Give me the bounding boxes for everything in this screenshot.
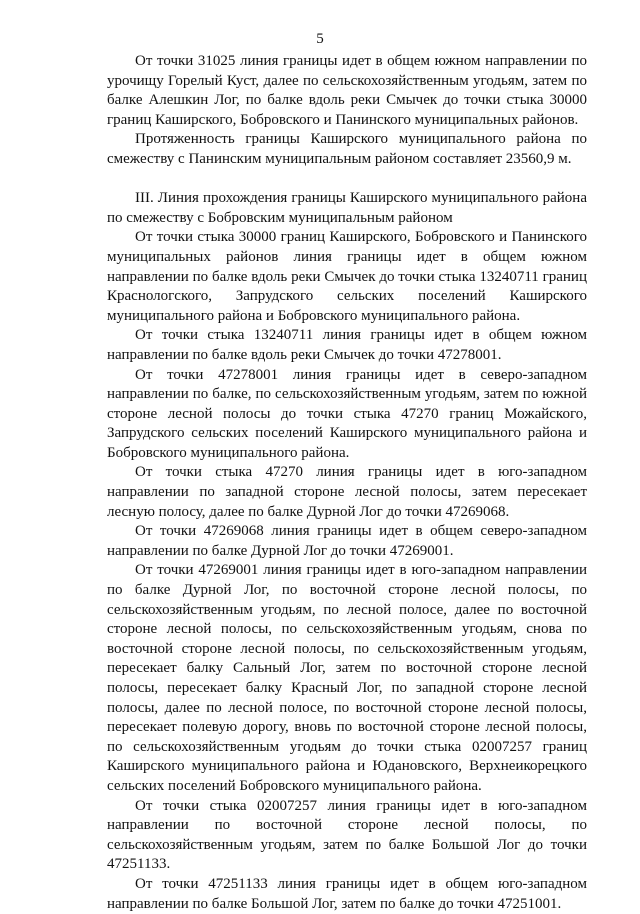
paragraph-point-47270: От точки стыка 47270 линия границы идет в юго-западном направлении по западной стороне лесной полосы, затем пересекает лесную полосу, далее по балке Дурной Лог до точки 47269068. [107, 464, 587, 520]
paragraph-point-47278001: От точки 47278001 линия границы идет в северо-западном направлении по балке, по сельскохозяйственным угодьям, затем по южной стороне лесной полосы до точки стыка 47270 границ Можайского, Запрудского сельских поселений Каширского муниципального района и Бобровского муниципального района. [107, 366, 587, 461]
paragraph-spacer [107, 170, 587, 190]
section-heading-bobrov: III. Линия прохождения границы Каширского муниципального района по смежеству с Бобровским муниципальным районом [107, 190, 587, 226]
page-number: 5 [316, 31, 324, 47]
paragraph-point-30000: От точки стыка 30000 границ Каширского, Бобровского и Панинского муниципальных районов линия границы идет в общем южном направлении по балке вдоль реки Смычек до точки стыка 13240711 границ Краснологского, Запрудского сельских поселений Каширского муниципального района и Бобровского муниципального района. [107, 229, 587, 324]
paragraph-boundary-panino-end: От точки 31025 линия границы идет в общем южном направлении по урочищу Горелый Куст, далее по сельскохозяйственным угодьям, затем по балке Алешкин Лог, по балке вдоль реки Смычек до точки стыка 30000 границ Каширского, Бобровского и Панинского муниципальных районов. [107, 53, 587, 128]
paragraph-point-02007257: От точки стыка 02007257 линия границы идет в юго-западном направлении по восточной стороне лесной полосы, по сельскохозяйственным угодьям, затем по балке Большой Лог до точки 47251133. [107, 797, 587, 873]
paragraph-point-13240711: От точки стыка 13240711 линия границы идет в общем южном направлении по балке вдоль реки Смычек до точки 47278001. [107, 327, 587, 363]
document-body [107, 52, 587, 914]
paragraph-point-47269001: От точки 47269001 линия границы идет в юго-западном направлении по балке Дурной Лог, по восточной стороне лесной полосы, по сельскохозяйственным угодьям, по лесной полосе, далее по восточной стороне лесной полосы, по сельскохозяйственным угодьям, снова по восточной стороне лесной полосы, по сельскохозяйственным угодьям, пересекает балку Сальный Лог, затем по восточной стороне лесной полосы, пересекает балку Красный Лог, по западной стороне лесной полосы, далее по лесной полосе, по восточной стороне лесной полосы, пересекает полевую дорогу, вновь по восточной стороне лесной полосы, по сельскохозяйственным угодьям до точки стыка 02007257 границ Каширского муниципального района и Юдановского, Верхнеикорецкого сельских поселений Бобровского муниципального района. [107, 562, 587, 794]
paragraph-point-47251133: От точки 47251133 линия границы идет в общем юго-западном направлении по балке Большой Лог, затем по балке до точки 47251001. [107, 875, 587, 912]
paragraph-boundary-panino-length: Протяженность границы Каширского муниципального района по смежеству с Панинским муниципальным районом составляет 23560,9 м. [107, 131, 587, 167]
paragraph-point-47269068: От точки 47269068 линия границы идет в общем северо-западном направлении по балке Дурной Лог до точки 47269001. [107, 523, 587, 559]
